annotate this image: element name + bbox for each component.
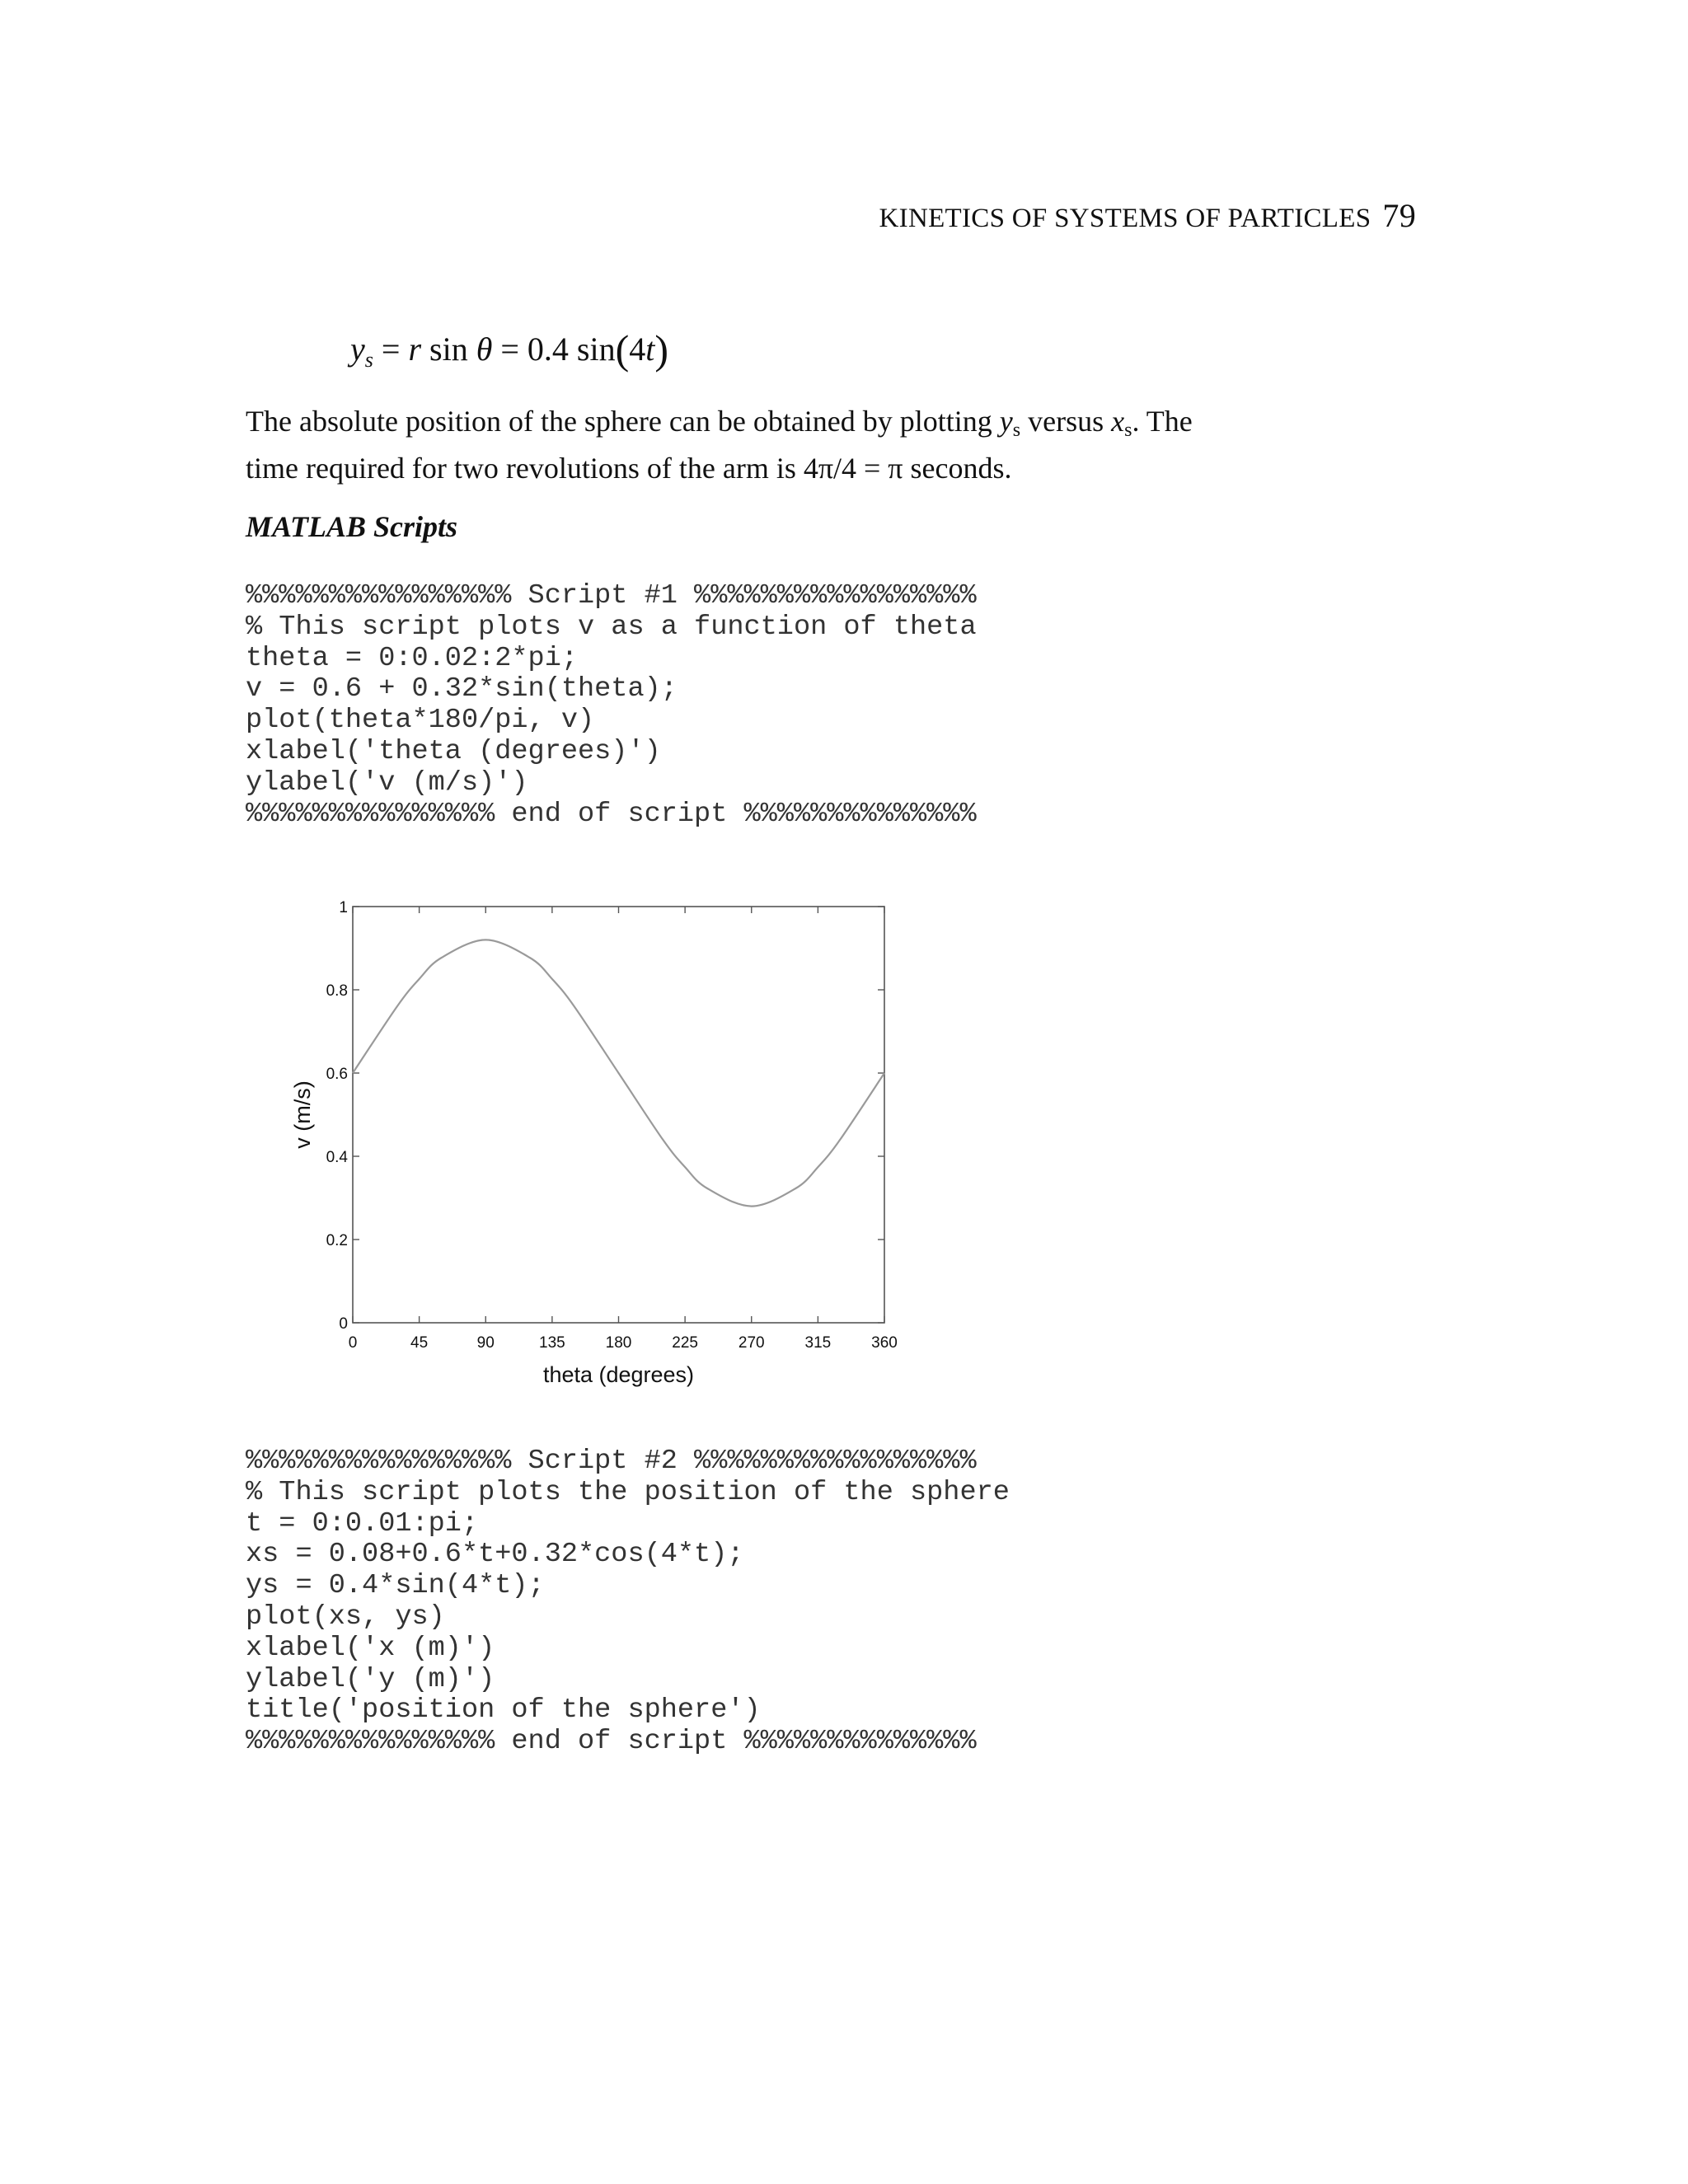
paragraph-line-2: time required for two revolutions of the arm is 4π/4 = π seconds. [246,452,1012,485]
eq-theta: θ [476,330,493,368]
x-tick-label: 45 [410,1334,429,1352]
eq-equals-2: = 0.4 sin [492,330,616,368]
code-line: % This script plots v as a function of theta [246,611,977,643]
code-line: % This script plots the position of the sphere [246,1476,1010,1508]
page-number: 79 [1382,197,1416,234]
x-tick-label: 270 [738,1334,765,1352]
x-tick-label: 180 [605,1334,632,1352]
code-line: %%%%%%%%%%%%%%% end of script %%%%%%%%%%%%%% [246,1726,977,1758]
matlab-script-2 [246,1446,1010,1758]
code-line: v = 0.6 + 0.32*sin(theta); [246,673,678,705]
eq-rparen: ) [654,326,669,373]
matlab-script-1 [246,581,977,830]
eq-equals-1: = [373,330,409,368]
code-line: title('position of the sphere') [246,1694,761,1727]
code-line: xlabel('theta (degrees)') [246,735,661,767]
eq-sin-1: sin [421,330,476,368]
body-paragraph [246,402,1416,487]
velocity-plot [290,890,923,1387]
y-tick-label: 0 [339,1315,348,1333]
y-tick-label: 0.2 [326,1232,348,1249]
y-tick-label: 0.6 [326,1066,348,1083]
eq-t: t [645,330,655,368]
running-title: KINETICS OF SYSTEMS OF PARTICLES [879,204,1372,233]
x-tick-label: 225 [672,1334,698,1352]
code-line: xs = 0.08+0.6*t+0.32*cos(4*t); [246,1539,744,1571]
code-line: %%%%%%%%%%%%%%%% Script #2 %%%%%%%%%%%%%%%%% [246,1446,977,1477]
eq-lparen: ( [615,326,630,373]
chart-svg [290,890,923,1387]
p-text-a: The absolute position of the sphere can be obtained by plotting [246,405,1000,438]
p-text-b: versus [1020,405,1112,438]
code-line: xlabel('x (m)') [246,1632,495,1664]
eq-r: r [408,330,422,368]
x-tick-label: 135 [539,1334,565,1352]
y-tick-label: 0.8 [326,982,348,1000]
section-heading: MATLAB Scripts [246,510,458,543]
y-tick-label: 1 [339,899,348,916]
code-line: ylabel('y (m)') [246,1663,495,1695]
p-x: x [1111,405,1125,438]
running-header [879,196,1416,235]
x-tick-label: 315 [804,1334,832,1352]
plot-frame [353,907,884,1323]
equation-ys [350,326,668,373]
code-line: plot(theta*180/pi, v) [246,705,595,737]
series-line-v [353,940,884,1206]
x-tick-label: 90 [476,1334,495,1352]
code-line: %%%%%%%%%%%%%%% end of script %%%%%%%%%%%%%% [246,798,977,830]
code-line: theta = 0:0.02:2*pi; [246,642,579,674]
p-text-c: . The [1132,405,1193,438]
code-line: t = 0:0.01:pi; [246,1507,479,1540]
y-axis-label: v (m/s) [290,1080,315,1149]
x-tick-label: 0 [348,1334,358,1352]
paragraph-line-1 [246,402,1416,449]
eq-sub-s: s [364,348,373,372]
eq-y: y [350,330,365,368]
p-y: y [999,405,1013,438]
code-line: plot(xs, ys) [246,1601,445,1633]
p-sub-1: s [1012,419,1021,441]
x-axis-label: theta (degrees) [542,1362,695,1387]
x-tick-label: 360 [871,1334,898,1352]
y-tick-label: 0.4 [326,1149,348,1166]
p-sub-2: s [1124,419,1132,441]
code-line: ys = 0.4*sin(4*t); [246,1570,545,1602]
code-line: %%%%%%%%%%%%%%%% Script #1 %%%%%%%%%%%%%%%%% [246,580,977,612]
code-line: ylabel('v (m/s)') [246,766,528,799]
eq-arg: 4 [629,330,646,368]
